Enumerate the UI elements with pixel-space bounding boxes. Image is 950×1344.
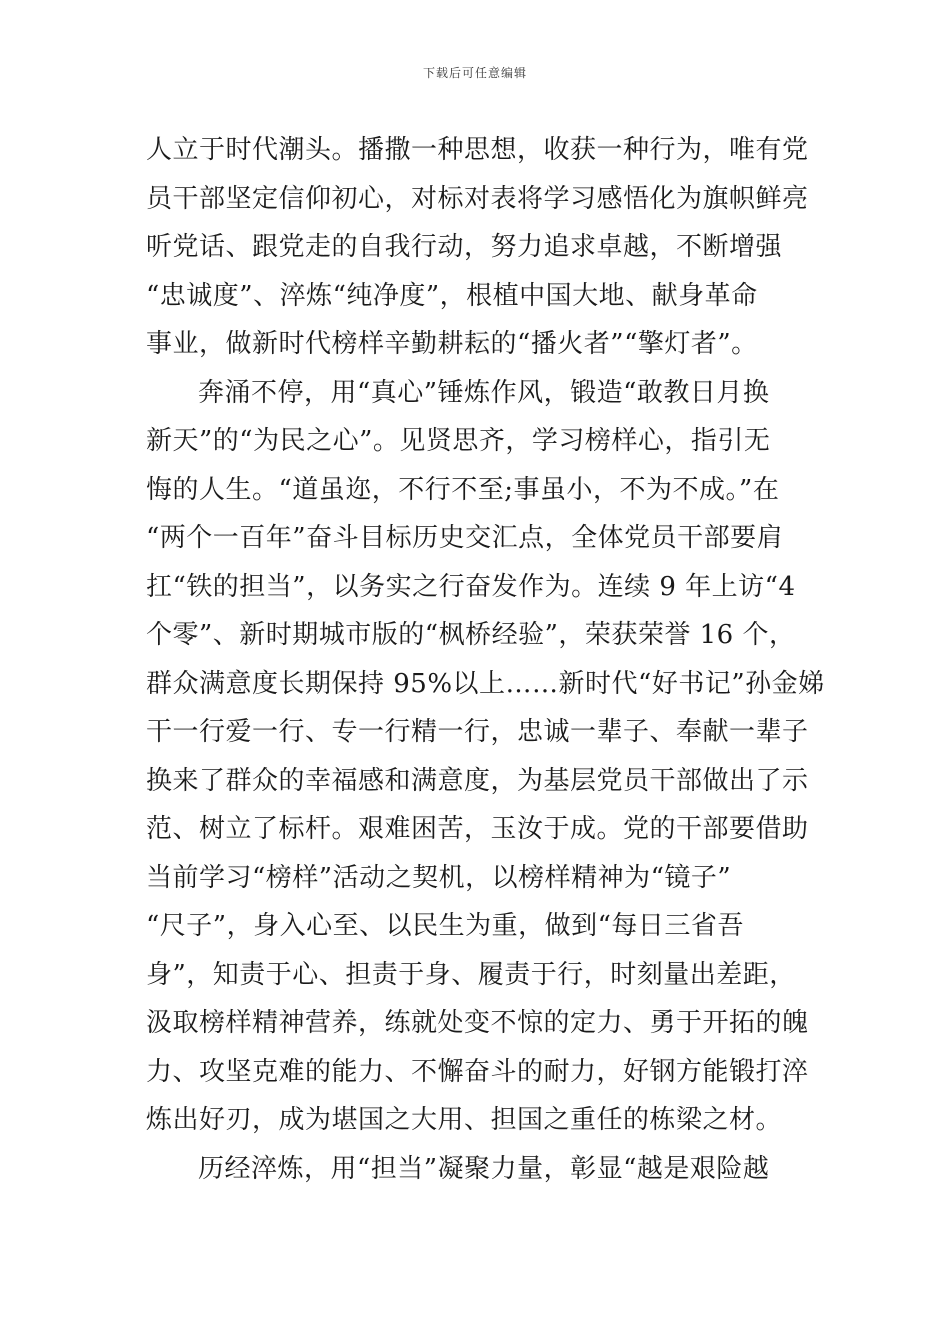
text-line: 扛“铁的担当”，以务实之行奋发作为。连续 9 年上访“4 xyxy=(146,571,796,602)
text-line: 个零”、新时期城市版的“枫桥经验”，荣获荣誉 16 个， xyxy=(146,620,796,650)
text-line: 人立于时代潮头。播撒一种思想，收获一种行为，唯有党 xyxy=(146,135,809,165)
text-line: 范、树立了标杆。艰难困苦，玉汝于成。党的干部要借助 xyxy=(146,814,809,844)
text-line: 汲取榜样精神营养，练就处变不惊的定力、勇于开拓的魄 xyxy=(146,1008,809,1038)
page-header: 下载后可任意编辑 xyxy=(422,66,527,80)
paragraph-start-line: 奔涌不停，用“真心”锤炼作风，锻造“敢教日月换 xyxy=(198,377,770,408)
text-line: 身”，知责于心、担责于身、履责于行，时刻量出差距， xyxy=(146,959,796,990)
text-line: 力、攻坚克难的能力、不懈奋斗的耐力，好钢方能锻打淬 xyxy=(146,1056,809,1087)
text-line: 干一行爱一行、专一行精一行，忠诚一辈子、奉献一辈子 xyxy=(146,717,809,747)
text-line: “忠诚度”、淬炼“纯净度”，根植中国大地、献身革命 xyxy=(146,280,758,311)
text-line: “两个一百年”奋斗目标历史交汇点，全体党员干部要肩 xyxy=(146,523,784,553)
text-line: 当前学习“榜样”活动之契机，以榜样精神为“镜子” xyxy=(146,862,732,893)
paragraph-start-line: 历经淬炼，用“担当”凝聚力量，彰显“越是艰险越 xyxy=(198,1153,770,1184)
text-line: 新天”的“为民之心”。见贤思齐，学习榜样心，指引无 xyxy=(146,426,771,456)
text-line: 事业，做新时代榜样辛勤耕耘的“播火者”“擎灯者”。 xyxy=(146,329,758,359)
text-line: 群众满意度长期保持 95%以上……新时代“好书记”孙金娣 xyxy=(146,668,825,699)
text-line: 炼出好刃，成为堪国之大用、担国之重任的栋梁之材。 xyxy=(146,1105,783,1135)
text-line: 听党话、跟党走的自我行动，努力追求卓越，不断增强 xyxy=(146,232,783,262)
text-line: 换来了群众的幸福感和满意度，为基层党员干部做出了示 xyxy=(146,765,809,796)
text-line: 悔的人生。“道虽迩，不行不至;事虽小，不为不成。”在 xyxy=(146,474,780,505)
body-text xyxy=(146,126,825,1193)
text-line: 员干部坚定信仰初心，对标对表将学习感悟化为旗帜鲜亮 xyxy=(146,183,809,214)
text-line: “尺子”，身入心至、以民生为重，做到“每日三省吾 xyxy=(146,911,744,941)
